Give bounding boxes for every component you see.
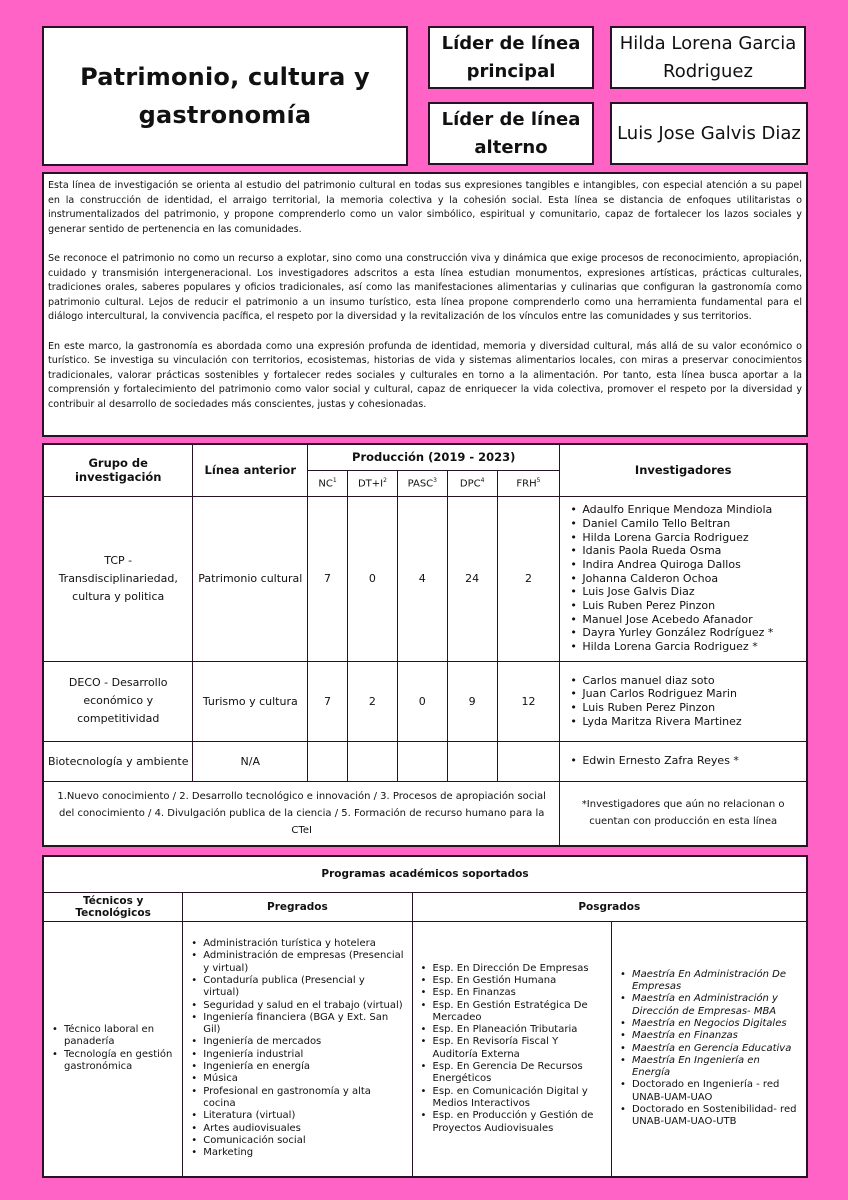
- researcher-item: • Manuel Jose Acebedo Afanador: [570, 613, 796, 627]
- researcher-item: • Indira Andrea Quiroga Dallos: [570, 558, 796, 572]
- metric-value: 4: [397, 496, 447, 661]
- program-item: • Tecnología en gestión gastronómica: [52, 1049, 174, 1074]
- production-table: [42, 443, 808, 847]
- program-item: • Técnico laboral en panadería: [52, 1024, 174, 1049]
- lead-alternate-name: Luis Jose Galvis Diaz: [617, 122, 801, 144]
- program-item: • Artes audiovisuales: [191, 1123, 403, 1135]
- metric-value: 9: [447, 661, 497, 741]
- program-item: • Esp. En Planeación Tributaria: [421, 1024, 603, 1036]
- table-row: [43, 496, 807, 661]
- metric-value: 7: [308, 496, 348, 661]
- header-group: Grupo de investigación: [43, 444, 193, 496]
- footnote-asterisk: *Investigadores que aún no relacionan o cuentan con producción en esta línea: [560, 781, 807, 846]
- researcher-item: • Daniel Camilo Tello Beltran: [570, 517, 796, 531]
- group-name: TCP - Transdisciplinariedad, cultura y politica: [43, 496, 193, 661]
- researcher-item: • Carlos manuel diaz soto: [570, 674, 796, 688]
- header-postgraduate: Posgrados: [412, 892, 807, 921]
- metric-value: 7: [308, 661, 348, 741]
- program-item: • Maestría En Ingeniería en Energía: [620, 1055, 798, 1080]
- specializations-list: [421, 963, 603, 1135]
- program-item: • Profesional en gastronomía y alta cocina: [191, 1086, 403, 1111]
- metric-value: [397, 741, 447, 781]
- metric-value: 0: [397, 661, 447, 741]
- technical-programs-list: [52, 1024, 174, 1073]
- program-item: • Doctorado en Ingeniería - red UNAB-UAM-UAO: [620, 1079, 798, 1104]
- group-name: DECO - Desarrollo económico y competitividad: [43, 661, 193, 741]
- header-metric-dpc: DPC$^4$: [447, 470, 497, 496]
- metric-value: 24: [447, 496, 497, 661]
- masters-doctorates-cell: [611, 921, 807, 1177]
- researcher-item: • Lyda Maritza Rivera Martinez: [570, 715, 796, 729]
- program-item: • Seguridad y salud en el trabajo (virtual): [191, 1000, 403, 1012]
- specializations-cell: [412, 921, 611, 1177]
- metric-value: [497, 741, 560, 781]
- table-row: [43, 741, 807, 781]
- program-item: • Administración turística y hotelera: [191, 938, 403, 950]
- program-item: • Esp. En Gestión Humana: [421, 975, 603, 987]
- researcher-item: • Luis Jose Galvis Diaz: [570, 585, 796, 599]
- program-item: • Comunicación social: [191, 1135, 403, 1147]
- program-item: • Doctorado en Sostenibilidad- red UNAB-UAM-UAO-UTB: [620, 1104, 798, 1129]
- title-box: [42, 26, 408, 166]
- metric-value: 2: [347, 661, 397, 741]
- header-technical: Técnicos y Tecnológicos: [43, 892, 183, 921]
- lead-alternate-label-box: [428, 102, 594, 165]
- program-item: • Contaduría publica (Presencial y virtual): [191, 975, 403, 1000]
- program-item: • Ingeniería industrial: [191, 1049, 403, 1061]
- lead-primary-label-box: [428, 26, 594, 89]
- program-item: • Marketing: [191, 1147, 403, 1159]
- program-item: • Literatura (virtual): [191, 1110, 403, 1122]
- footnote-legend: 1.Nuevo conocimiento / 2. Desarrollo tecnológico e innovación / 3. Procesos de apropiación social del conocimiento / 4. Divulgación publica de la ciencia / 5. Formación de recurso humano para la CTeI: [43, 781, 560, 846]
- description-paragraph: Esta línea de investigación se orienta al estudio del patrimonio cultural en todas sus expresiones tangibles e intangibles, con especial atención a su papel en la construcción de identidad, el arraigo territorial, la memoria colectiva y la cohesión social. Esta línea se distancia de enfoques utilitaristas o instrumentalizados del patrimonio, y propone comprenderlo como un valor simbólico, espiritual y comunitario, capaz de fortalecer los lazos sociales y generar sentido de pertenencia en las comunidades.: [48, 180, 802, 235]
- program-item: • Maestría en Negocios Digitales: [620, 1018, 798, 1030]
- previous-line: Patrimonio cultural: [193, 496, 308, 661]
- metric-value: [347, 741, 397, 781]
- researcher-list: [570, 754, 796, 768]
- header-undergraduate: Pregrados: [183, 892, 412, 921]
- researcher-item: • Dayra Yurley González Rodríguez *: [570, 626, 796, 640]
- programs-table: [42, 855, 808, 1178]
- undergraduate-programs-cell: [183, 921, 412, 1177]
- researcher-list: [570, 674, 796, 729]
- undergraduate-programs-list: [191, 938, 403, 1159]
- lead-primary-label: Líder de línea principal: [441, 32, 581, 82]
- program-item: • Ingeniería financiera (BGA y Ext. San Gil): [191, 1012, 403, 1037]
- masters-doctorates-list: [620, 969, 798, 1129]
- lead-primary-name: Hilda Lorena Garcia Rodriguez: [619, 32, 797, 82]
- header-metric-nc: $NC^1$: [308, 470, 348, 496]
- program-item: • Esp. En Finanzas: [421, 987, 603, 999]
- description-paragraph: En este marco, la gastronomía es abordada como una expresión profunda de identidad, memoria y diversidad cultural, más allá de su valor económico o turístico. Se investiga su vinculación con territorios, ecosistemas, historias de vida y sistemas alimentarios locales, con miras a preservar conocimientos tradicionales, valorar prácticas sostenibles y fortalecer redes sociales y culturales en torno a la alimentación. Por tanto, esta línea busca aportar a la comprensión y fortalecimiento del patrimonio como valor social y cultural, capaz de enriquecer la vida colectiva, promover el respeto por la diversidad y contribuir al desarrollo de sociedades más conscientes, justas y cohesionadas.: [48, 340, 802, 410]
- researcher-item: • Juan Carlos Rodriguez Marin: [570, 687, 796, 701]
- program-item: • Esp. En Gestión Estratégica De Mercadeo: [421, 1000, 603, 1025]
- program-item: • Maestría en Finanzas: [620, 1030, 798, 1042]
- program-item: • Administración de empresas (Presencial y virtual): [191, 950, 403, 975]
- metric-value: 12: [497, 661, 560, 741]
- metric-value: [308, 741, 348, 781]
- lead-alternate-name-box: [610, 102, 808, 165]
- researcher-item: • Johanna Calderon Ochoa: [570, 572, 796, 586]
- lead-alternate-label: Líder de línea alterno: [441, 108, 581, 158]
- program-item: • Esp. En Revisoría Fiscal Y Auditoría Externa: [421, 1036, 603, 1061]
- researcher-item: • Edwin Ernesto Zafra Reyes *: [570, 754, 796, 768]
- description-box: [42, 172, 808, 437]
- metric-value: 0: [347, 496, 397, 661]
- description-paragraph: Se reconoce el patrimonio no como un recurso a explotar, sino como una construcción viva y dinámica que exige procesos de reconocimiento, apropiación, cuidado y transmisión intergeneracional. Los investigadores adscritos a esta línea estudian monumentos, expresiones artísticas, prácticas culturales, tradiciones orales, saberes populares y oficios tradicionales, así como las manifestaciones alimentarias y culinarias que configuran la gastronomía como patrimonio cultural. Lejos de reducir el patrimonio a un insumo turístico, esta línea propone comprenderlo como una herramienta fundamental para el diálogo intercultural, la convivencia pacífica, el respeto por la diversidad y la revitalización de los vínculos entre las comunidades y sus territorios.: [48, 252, 802, 323]
- metric-value: [447, 741, 497, 781]
- researcher-item: • Adaulfo Enrique Mendoza Mindiola: [570, 503, 796, 517]
- program-item: • Maestría En Administración De Empresas: [620, 969, 798, 994]
- header-metric-pasc: PASC$^3$: [397, 470, 447, 496]
- researcher-item: • Idanis Paola Rueda Osma: [570, 544, 796, 558]
- lead-primary-name-box: [610, 26, 806, 89]
- program-item: • Esp. en Producción y Gestión de Proyectos Audiovisuales: [421, 1110, 603, 1135]
- metric-value: 2: [497, 496, 560, 661]
- header-researchers: Investigadores: [560, 444, 807, 496]
- program-item: • Maestría en Administración y Dirección de Empresas- MBA: [620, 993, 798, 1018]
- programs-title: Programas académicos soportados: [43, 856, 807, 892]
- previous-line: Turismo y cultura: [193, 661, 308, 741]
- group-name: Biotecnología y ambiente: [43, 741, 193, 781]
- researcher-item: • Hilda Lorena Garcia Rodriguez *: [570, 640, 796, 654]
- header-metric-frh: FRH$^5$: [497, 470, 560, 496]
- table-row: [43, 661, 807, 741]
- researcher-list-cell: [560, 496, 807, 661]
- program-item: • Esp. En Gerencia De Recursos Energéticos: [421, 1061, 603, 1086]
- program-item: • Ingeniería de mercados: [191, 1036, 403, 1048]
- page-title: Patrimonio, cultura y gastronomía: [80, 63, 370, 129]
- program-item: • Esp. En Dirección De Empresas: [421, 963, 603, 975]
- header-production: Producción (2019 - 2023): [308, 444, 560, 470]
- researcher-item: • Hilda Lorena Garcia Rodriguez: [570, 531, 796, 545]
- header-metric-dti: $DT+I^2$: [347, 470, 397, 496]
- header-previous-line: Línea anterior: [193, 444, 308, 496]
- researcher-item: • Luis Ruben Perez Pinzon: [570, 701, 796, 715]
- program-item: • Ingeniería en energía: [191, 1061, 403, 1073]
- technical-programs-cell: [43, 921, 183, 1177]
- program-item: • Esp. en Comunicación Digital y Medios Interactivos: [421, 1086, 603, 1111]
- researcher-list-cell: [560, 661, 807, 741]
- researcher-item: • Luis Ruben Perez Pinzon: [570, 599, 796, 613]
- previous-line: N/A: [193, 741, 308, 781]
- researcher-list-cell: [560, 741, 807, 781]
- program-item: • Música: [191, 1073, 403, 1085]
- researcher-list: [570, 503, 796, 654]
- program-item: • Maestría en Gerencia Educativa: [620, 1043, 798, 1055]
